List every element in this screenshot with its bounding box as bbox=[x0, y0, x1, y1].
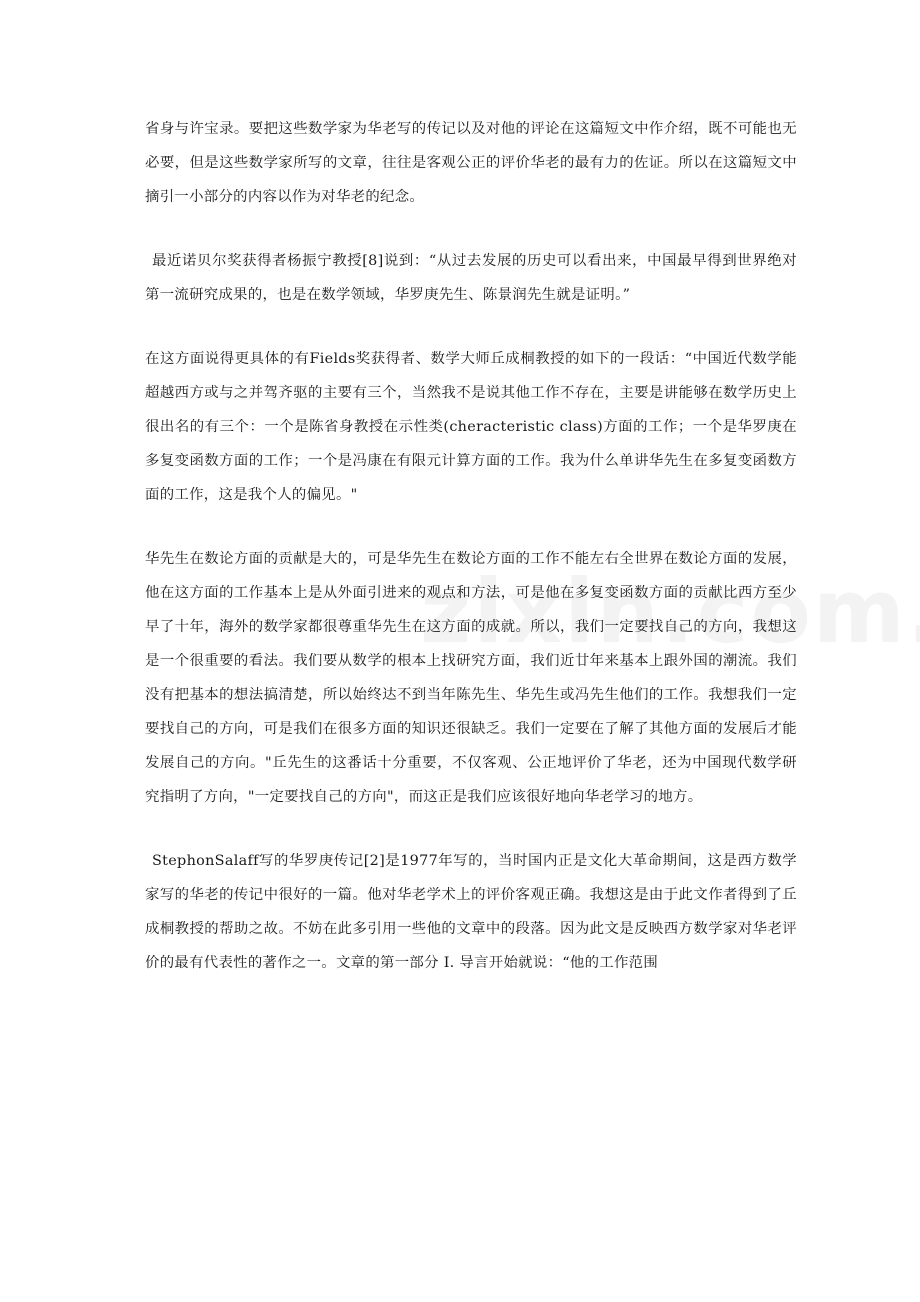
paragraph-4: 华先生在数论方面的贡献是大的，可是华先生在数论方面的工作不能左右全世界在数论方面的发展，他在这方面的工作基本上是从外面引进来的观点和方法，可是他在多复变函数方面的贡献比西方至少早了十年，海外的数学家都很尊重华先生在这方面的成就。所以，我们一定要找自己的方向，我想这是一个很重要的看法。我们要从数学的根本上找研究方面，我们近廿年来基本上跟外国的潮流。我们没有把基本的想法搞清楚，所以始终达不到当年陈先生、华先生或冯先生他们的工作。我想我们一定要找自己的方向，可是我们在很多方面的知识还很缺乏。我们一定要在了解了其他方面的发展后才能发展自己的方向。"丘先生的这番话十分重要，不仅客观、公正地评价了华老，还为中国现代数学研究指明了方向，"一定要找自己的方向"，而这正是我们应该很好地向华老学习的地方。 bbox=[145, 551, 797, 805]
paragraph-5: StephonSalaff写的华罗庚传记[2]是1977年写的，当时国内正是文化大革命期间，这是西方数学家写的华老的传记中很好的一篇。他对华老学术上的评价客观正确。我想这是由于此文作者得到了丘成桐教授的帮助之故。不妨在此多引用一些他的文章中的段落。因为此文是反映西方数学家对华老评价的最有代表性的著作之一。文章的第一部分 I. 导言开始就说：“他的工作范围 bbox=[145, 853, 797, 971]
document-page bbox=[145, 112, 797, 1010]
paragraph-1: 省身与许宝录。要把这些数学家为华老写的传记以及对他的评论在这篇短文中作介绍，既不可能也无必要，但是这些数学家所写的文章，往往是客观公正的评价华老的最有力的佐证。所以在这篇短文中摘引一小部分的内容以作为对华老的纪念。 bbox=[145, 121, 797, 205]
paragraph-3: 在这方面说得更具体的有Fields奖获得者、数学大师丘成桐教授的如下的一段话：“中国近代数学能超越西方或与之并驾齐驱的主要有三个，当然我不是说其他工作不存在，主要是讲能够在数学历史上很出名的有三个：一个是陈省身教授在示性类(cheracteristic class)方面的工作；一个是华罗庚在多复变函数方面的工作；一个是冯康在有限元计算方面的工作。我为什么单讲华先生在多复变函数方面的工作，这是我个人的偏见。" bbox=[145, 351, 797, 503]
paragraph-2: 最近诺贝尔奖获得者杨振宁教授[8]说到：“从过去发展的历史可以看出来，中国最早得到世界绝对第一流研究成果的，也是在数学领域，华罗庚先生、陈景润先生就是证明。” bbox=[145, 253, 797, 303]
